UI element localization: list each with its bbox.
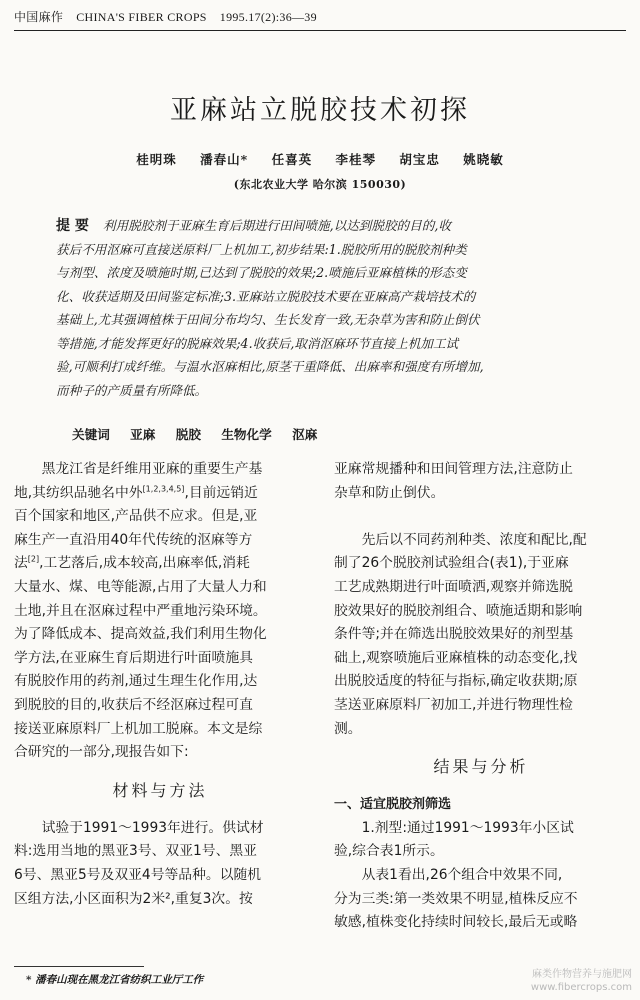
body-line: 验,综合表1所示。 [334,843,444,860]
body-line: 合研究的一部分,现报告如下: [14,744,189,761]
body-line: 从表1看出,26个组合中效果不同, [334,866,563,883]
abstract-label: 提 要 [56,218,89,234]
body-line: 接送亚麻原料厂上机加工脱麻。本文是综 [14,720,263,737]
abstract-line: 与剂型、浓度及喷施时期,已达到了脱胶的效果;2.喷施后亚麻植株的形态变 [56,265,467,280]
author-list [0,150,640,168]
keywords-label: 关键词 [72,427,110,442]
body-line: 础上,观察喷施后亚麻植株的动态变化,找 [334,649,578,666]
journal-name-en: CHINA'S FIBER CROPS [76,10,207,24]
body-line: 工艺成熟期进行叶面喷洒,观察并筛选脱 [334,578,573,595]
section-heading-results: 结果与分析 [433,757,529,777]
journal-header [14,8,626,31]
body-line: 麻生产一直沿用40年代传统的沤麻等方 [14,531,253,548]
body-line: 敏感,植株变化持续时间较长,最后无或略 [334,914,578,931]
body-line: 出脱胶适度的特征与指标,确定收获期;原 [334,673,578,690]
body-line: 地,其纺织品驰名中外[1,2,3,4,5],目前远销近 [14,484,258,501]
body-line: 大量水、煤、电等能源,占用了大量人力和 [14,578,267,595]
author: 潘春山* [200,152,249,167]
body-line: 有脱胶作用的药剂,通过生理生化作用,达 [14,673,258,690]
body-line: 胶效果好的脱胶剂组合、喷施适期和影响 [334,602,583,619]
author: 桂明珠 [136,152,177,167]
author: 李桂琴 [335,152,376,167]
body-line: 黑龙江省是纤维用亚麻的重要生产基 [14,461,263,477]
journal-citation: 1995.17(2):36—39 [219,10,317,24]
journal-name-cn: 中国麻作 [14,10,64,24]
body-line: 茎送亚麻原料厂初加工,并进行物理性检 [334,696,573,713]
body-line: 制了26个脱胶剂试验组合(表1),于亚麻 [334,555,569,572]
abstract-line: 验,可顺利打成纤维。与温水沤麻相比,原茎干重降低、出麻率和强度有所增加, [56,359,484,374]
abstract-line: 而种子的产质量有所降低。 [56,382,208,398]
body-line: 学方法,在亚麻生育后期进行叶面喷施具 [14,649,253,666]
body-line: 分为三类:第一类效果不明显,植株反应不 [334,890,578,907]
body-line: 试验于1991～1993年进行。供试材 [14,819,264,836]
footnote: * 潘春山现在黑龙江省纺织工业厅工作 [26,974,204,986]
left-column [14,458,306,911]
abstract-line: 等措施,才能发挥更好的脱麻效果;4.收获后,取消沤麻环节直接上机加工试 [56,335,459,351]
keywords [72,424,592,443]
body-line: 区组方法,小区面积为2米²,重复3次。按 [14,890,253,907]
right-column [334,458,628,935]
body-line: 条件等;并在筛选出脱胶效果好的剂型基 [334,626,574,643]
body-line: 先后以不同药剂种类、浓度和配比,配 [334,531,587,548]
affiliation: (东北农业大学 哈尔滨 150030) [233,178,407,191]
abstract-line: 基础上,尤其强调植株于田间分布均匀、生长发育一致,无杂草为害和防止倒伏 [56,312,480,327]
abstract-line: 提 要 利用脱胶剂于亚麻生育后期进行田间喷施,以达到脱胶的目的,收 [56,218,451,234]
abstract-line: 获后不用沤麻可直接送原料厂上机加工,初步结果:1.脱胶所用的脱胶剂种类 [56,241,467,257]
abstract-line: 化、收获适期及田间鉴定标准;3.亚麻站立脱胶技术要在亚麻高产栽培技术的 [56,288,476,304]
section-heading-methods: 材料与方法 [112,780,208,800]
citation-ref: [1,2,3,4,5] [142,484,185,493]
watermark-site-name: 麻类作物营养与施肥网 [532,969,632,980]
body-line: 6号、黑亚5号及双亚4号等品种。以随机 [14,866,262,883]
spacer [334,505,628,529]
body-line: 亚麻常规播种和田间管理方法,注意防止 [334,461,573,477]
watermark-url: www.fibercrops.com [530,982,632,993]
paper-title: 亚麻站立脱胶技术初探 [170,95,470,126]
body-line: 为了降低成本、提高效益,我们利用生物化 [14,626,267,643]
subsection-heading: 一、适宜脱胶剂筛选 [334,797,452,813]
keyword: 生物化学 [221,427,272,442]
citation-ref: [2] [27,554,40,564]
body-line: 测。 [334,720,362,737]
author: 胡宝忠 [399,152,440,167]
author: 姚晓敏 [463,152,504,167]
abstract [56,214,588,402]
body-line: 杂草和防止倒伏。 [334,484,445,501]
keyword: 脱胶 [175,427,201,442]
body-line: 料:选用当地的黑亚3号、双亚1号、黑亚 [14,843,257,860]
author: 任喜英 [271,152,313,167]
keyword: 沤麻 [292,427,318,442]
watermark [531,968,632,994]
body-line: 百个国家和地区,产品供不应求。但是,亚 [14,508,258,525]
body-line: 法[2],工艺落后,成本较高,出麻率低,消耗 [14,554,250,572]
footnote-divider [14,966,144,967]
body-line: 到脱胶的目的,收获后不经沤麻过程可直 [14,696,253,713]
keyword: 亚麻 [130,427,156,442]
body-line: 土地,并且在沤麻过程中严重地污染环境。 [14,602,267,619]
body-line: 1.剂型:通过1991～1993年小区试 [334,819,574,836]
